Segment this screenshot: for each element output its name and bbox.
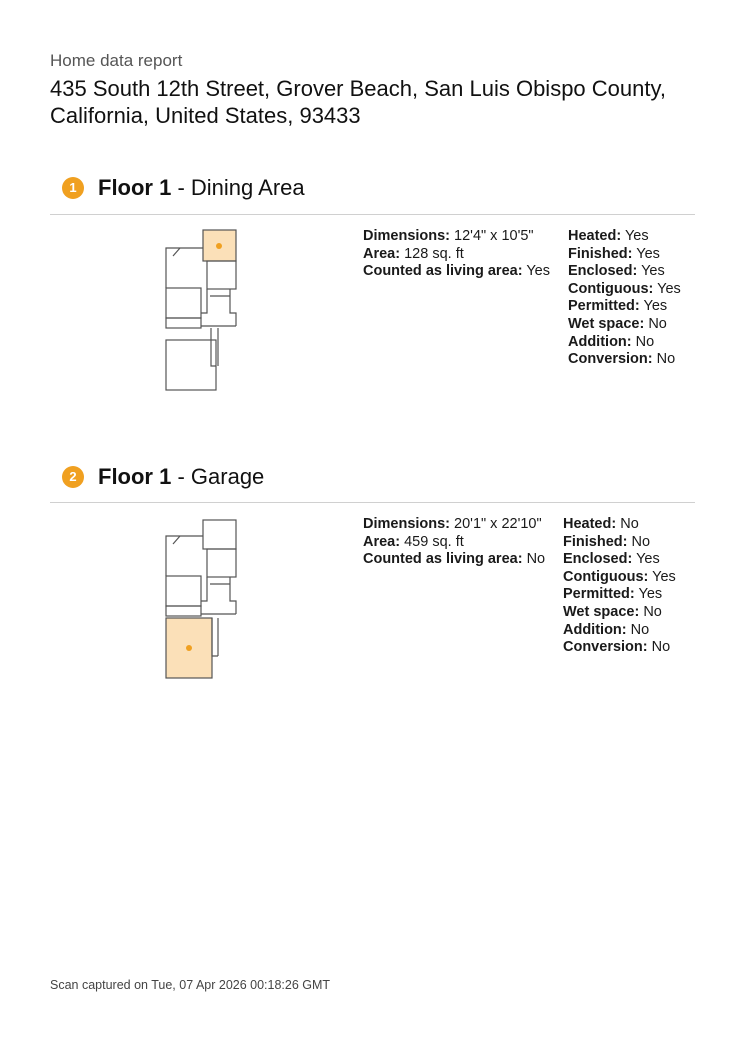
room-details <box>363 516 545 569</box>
flag-value: No <box>635 333 655 350</box>
flag-row <box>563 516 676 534</box>
flag-key: Wet space: <box>568 315 645 332</box>
flag-value: No <box>631 533 651 550</box>
detail-key: Counted as living area: <box>363 263 523 280</box>
flag-row <box>563 586 676 604</box>
flag-key: Permitted: <box>568 298 640 315</box>
flag-key: Conversion: <box>563 639 648 656</box>
detail-value: Yes <box>526 263 550 280</box>
flag-key: Enclosed: <box>563 551 633 568</box>
detail-value: 12'4" x 10'5" <box>454 228 534 244</box>
flag-value: Yes <box>657 280 681 297</box>
flag-key: Enclosed: <box>568 263 638 280</box>
flag-row <box>568 228 681 246</box>
flag-row <box>563 551 676 569</box>
flag-key: Finished: <box>568 245 633 262</box>
flag-key: Contiguous: <box>568 280 654 297</box>
flag-row <box>563 639 676 657</box>
flag-key: Conversion: <box>568 351 653 368</box>
flag-key: Wet space: <box>563 603 640 620</box>
room-title <box>98 464 264 490</box>
flag-value: No <box>656 351 676 368</box>
room-name: Dining Area <box>190 175 305 200</box>
flag-value: Yes <box>638 586 663 603</box>
room-section-header <box>62 175 695 205</box>
report-label: Home data report <box>50 51 183 70</box>
flag-value: Yes <box>624 228 649 244</box>
highlighted-room <box>203 230 236 261</box>
flag-key: Finished: <box>563 533 628 550</box>
property-address: 435 South 12th Street, Grover Beach, San Luis Obispo County, California, United States, 93433 <box>50 76 666 128</box>
flag-row <box>568 298 681 316</box>
flag-key: Permitted: <box>563 586 635 603</box>
detail-key: Area: <box>363 245 401 262</box>
room-title <box>98 175 305 201</box>
room-section-header <box>62 464 695 494</box>
detail-key: Dimensions: <box>363 228 451 244</box>
room-flags <box>568 228 681 369</box>
flag-row <box>563 569 676 587</box>
room-floor: Floor 1 <box>98 175 172 200</box>
floor-plan-thumbnail <box>158 516 243 681</box>
room-flags <box>563 516 676 657</box>
flag-row <box>563 604 676 622</box>
flag-row <box>568 281 681 299</box>
flag-value: No <box>651 639 671 656</box>
detail-row <box>363 516 545 534</box>
flag-key: Heated: <box>563 516 617 532</box>
detail-row <box>363 246 550 264</box>
flag-row <box>568 351 681 369</box>
detail-value: 128 sq. ft <box>404 245 464 262</box>
flag-value: Yes <box>652 568 676 585</box>
flag-row <box>563 534 676 552</box>
section-divider <box>50 214 695 215</box>
detail-value: 20'1" x 22'10" <box>454 516 542 532</box>
section-divider <box>50 502 695 503</box>
scan-timestamp: Scan captured on Tue, 07 Apr 2026 00:18:26 GMT <box>50 978 331 992</box>
flag-value: No <box>648 315 667 332</box>
room-number-badge: 2 <box>62 466 84 488</box>
room-number-badge: 1 <box>62 177 84 199</box>
floor-plan-thumbnail <box>158 228 243 393</box>
detail-value: No <box>526 551 546 568</box>
detail-key: Dimensions: <box>363 516 451 532</box>
flag-key: Heated: <box>568 228 622 244</box>
room-details <box>363 228 550 281</box>
flag-value: No <box>620 516 639 532</box>
detail-row <box>363 551 545 569</box>
flag-value: Yes <box>636 245 660 262</box>
room-floor: Floor 1 <box>98 464 172 489</box>
flag-value: Yes <box>643 298 668 315</box>
flag-value: Yes <box>636 551 660 568</box>
detail-row <box>363 263 550 281</box>
highlighted-room <box>166 618 212 678</box>
flag-row <box>563 622 676 640</box>
detail-key: Counted as living area: <box>363 551 523 568</box>
flag-key: Contiguous: <box>563 568 649 585</box>
flag-row <box>568 316 681 334</box>
flag-row <box>568 334 681 352</box>
flag-value: No <box>643 603 662 620</box>
detail-row <box>363 534 545 552</box>
detail-key: Area: <box>363 533 401 550</box>
flag-key: Addition: <box>568 333 632 350</box>
flag-row <box>568 246 681 264</box>
flag-value: Yes <box>641 263 665 280</box>
title-separator: - <box>171 464 191 489</box>
detail-row <box>363 228 550 246</box>
flag-row <box>568 263 681 281</box>
flag-value: No <box>630 621 650 638</box>
room-name: Garage <box>190 464 265 489</box>
flag-key: Addition: <box>563 621 627 638</box>
title-separator: - <box>171 175 191 200</box>
detail-value: 459 sq. ft <box>404 533 464 550</box>
